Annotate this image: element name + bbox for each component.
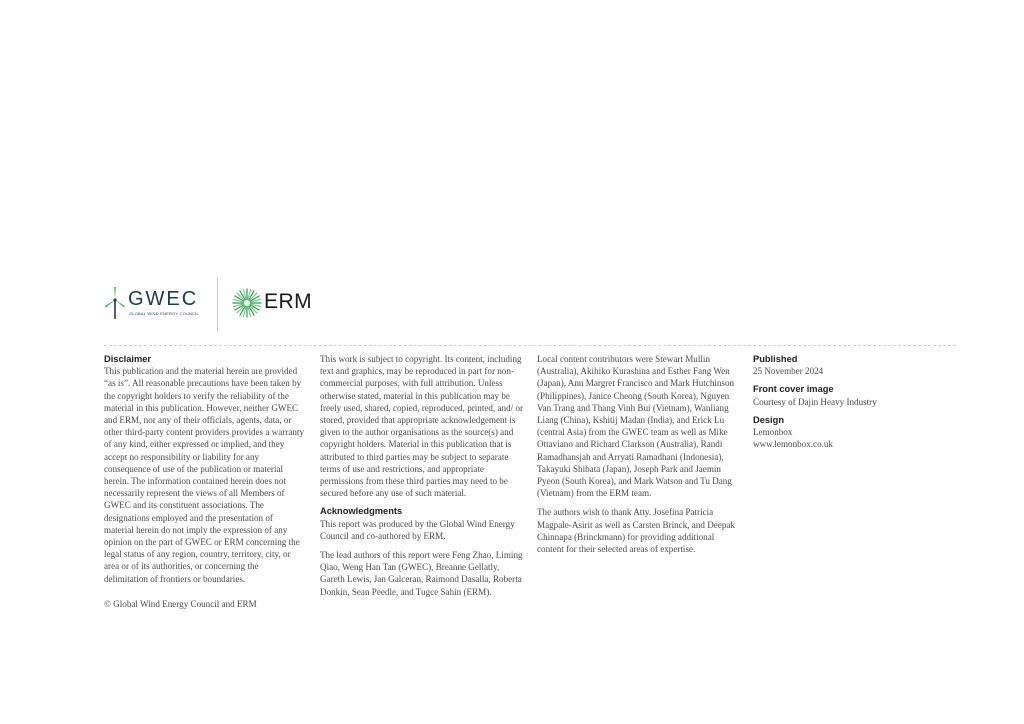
acknowledgments-heading: Acknowledgments bbox=[320, 506, 403, 517]
local-contributors-text: Local content contributors were Stewart Mullin (Australia), Akihiko Kurashina and Esther Fang Wen (Japan), Ann Margret Francisco and Mark Hutchinson (Philippines), Janice Cheong (South Korea), Nguyen Van Trang and Thang Vinh Bui (Vietnam), Wanliang Liang (China), Kshitij Madan (India), and Erick Lu (central Asia) from the GWEC team as well as Mike Ottaviano and Richard Clarkson (Australia), Randi Ramadhansjah and Arryati Ramadhani (Indonesia), Takayuki Shibata (Japan), Joseph Park and Jaemin Pyeon (South Korea), and Mark Watson and Tu Dang (Vietnam) from the ERM team. bbox=[537, 354, 735, 499]
copyright-notice-text: This work is subject to copyright. Its content, including text and graphics, may be reproduced in part for non-commercial purposes, with full attribution. Unless otherwise stated, material in this publication may be freely used, shared, copied, reproduced, printed, and/ or stored, provided that appropriate acknowledgement is given to the author organisations as the source(s) and copyright holders. Material in this publication that is attributed to third parties may be subject to separate terms of use and restrictions, and appropriate permissions from these third parties may need to be secured before any use of such material. bbox=[320, 354, 524, 499]
section-divider bbox=[104, 345, 956, 346]
gwec-logo bbox=[104, 288, 204, 322]
logo-divider bbox=[217, 278, 218, 332]
publication-info-column bbox=[753, 353, 953, 450]
copyright-line: © Global Wind Energy Council and ERM bbox=[104, 598, 257, 609]
wind-turbine-icon bbox=[104, 286, 126, 320]
disclaimer-text: This publication and the material herein are provided “as is”. All reasonable precautions have been taken by the copyright holders to verify the reliability of the material in this publication. However, neither GWEC and ERM, nor any of their officials, agents, data, or other third-party content providers provides a warranty of any kind, either expressed or implied, and they accept no responsibility or liability for any consequence of use of the publication or material herein. The information contained herein does not necessarily represent the views of all Members of GWEC and its constituent associations. The designations employed and the presentation of material herein do not imply the expression of any opinion on the part of GWEC or ERM concerning the legal status of any region, country, territory, city, or area or of its authorities, or concerning the delimitation of frontiers or boundaries. bbox=[104, 366, 304, 584]
lead-authors-text: The lead authors of this report were Feng Zhao, Liming Qiao, Weng Han Tan (GWEC), Breanne Gellatly, Gareth Lewis, Jan Galceran, Raimond Dasalla, Roberta Donkin, Sean Peedle, and Tugce Sahin (ERM). bbox=[320, 550, 523, 597]
erm-burst-icon bbox=[232, 288, 262, 318]
partner-logos bbox=[104, 278, 324, 332]
design-studio: Lemonbox bbox=[753, 427, 793, 438]
disclaimer-heading: Disclaimer bbox=[104, 354, 152, 364]
disclaimer-column bbox=[104, 353, 304, 610]
produced-by-text: This report was produced by the Global Wind Energy Council and co-authored by ERM. bbox=[320, 518, 515, 541]
erm-wordmark: ERM bbox=[264, 290, 313, 313]
thanks-text: The authors wish to thank Atty. Josefina Patricia Magpale-Asirit as well as Carsten Brinck, and Deepak Chinnapa (Brinckmann) for providing additional content for their selected areas of expertise. bbox=[537, 507, 735, 555]
cover-image-credit: Courtesy of Dajin Heavy Industry bbox=[753, 396, 877, 407]
published-heading: Published bbox=[753, 354, 798, 364]
gwec-tagline: GLOBAL WIND ENERGY COUNCIL bbox=[129, 311, 199, 316]
design-url[interactable]: www.lemonbox.co.uk bbox=[753, 439, 833, 450]
design-heading: Design bbox=[753, 414, 784, 425]
gwec-wordmark: GWEC bbox=[128, 288, 199, 310]
copyright-column bbox=[320, 353, 525, 598]
published-date: 25 November 2024 bbox=[753, 366, 824, 377]
erm-logo bbox=[232, 288, 312, 320]
contributors-column bbox=[537, 353, 742, 555]
cover-image-heading: Front cover image bbox=[753, 384, 834, 395]
